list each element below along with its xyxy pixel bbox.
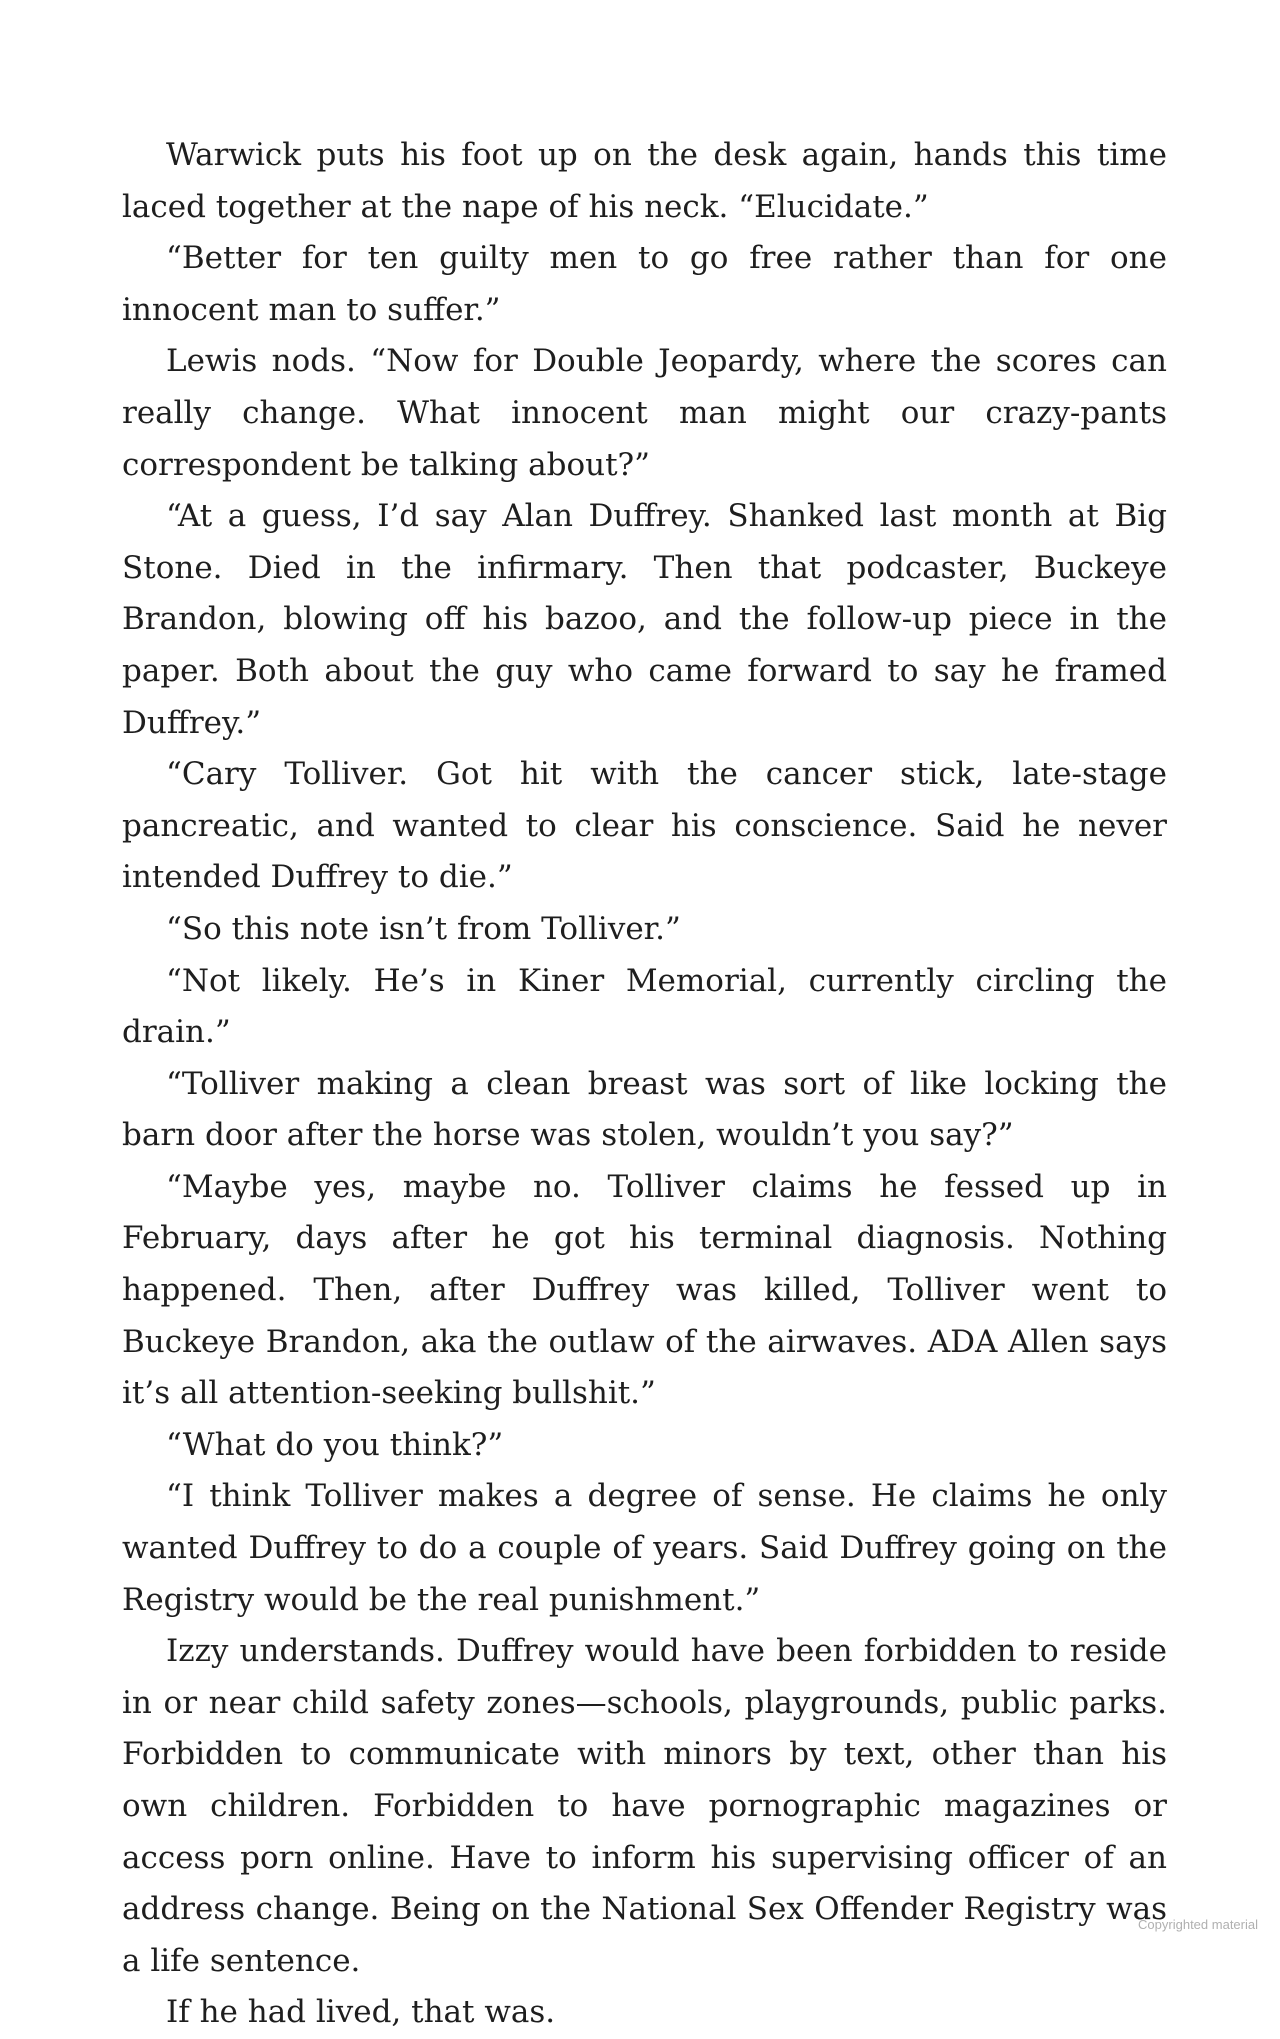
paragraph: “Not likely. He’s in Kiner Memorial, currently circling the drain.” [122,962,1167,1051]
paragraph: “Maybe yes, maybe no. Tolliver claims he fessed up in February, days after he got his terminal diagnosis. Nothing happened. Then, after Duffrey was killed, Tolliver went to Buckeye Brandon, aka the outlaw of the airwaves. ADA Allen says it’s all attention-seeking bullshit.” [122,1168,1167,1412]
paragraph: Izzy understands. Duffrey would have been forbidden to reside in or near child safety zones—schools, playgrounds, public parks. Forbidden to communicate with minors by text, other than his own children. Forbidden to have pornographic magazines or access porn online. Have to inform his supervising officer of an address change. Being on the National Sex Offender Registry was a life sentence. [122,1633,1167,1979]
paragraph: “I think Tolliver makes a degree of sense. He claims he only wanted Duffrey to do a couple of years. Said Duffrey going on the Registry would be the real punishment.” [122,1478,1167,1618]
paragraph: “What do you think?” [166,1426,504,1463]
paragraph: “At a guess, I’d say Alan Duffrey. Shanked last month at Big Stone. Died in the infirmary. Then that podcaster, Buckeye Brandon, blowing off his bazoo, and the follow-up piece in the paper. Both about the guy who came forward to say he framed Duffrey.” [122,498,1167,741]
paragraph: “Better for ten guilty men to go free rather than for one innocent man to suffer.” [122,240,1167,328]
body-text [122,130,1167,2039]
paragraph: Warwick puts his foot up on the desk again, hands this time laced together at the nape of his neck. “Elucidate.” [122,137,1167,225]
paragraph: “Tolliver making a clean breast was sort of like locking the barn door after the horse was stolen, wouldn’t you say?” [122,1065,1167,1154]
copyright-watermark: Copyrighted material [1138,1917,1258,1932]
paragraph: If he had lived, that was. [166,1994,556,2031]
paragraph: “So this note isn’t from Tolliver.” [166,910,681,947]
paragraph: “Cary Tolliver. Got hit with the cancer stick, late-stage pancreatic, and wanted to clear his conscience. Said he never intended Duffrey to die.” [122,756,1167,896]
paragraph: Lewis nods. “Now for Double Jeopardy, where the scores can really change. What innocent man might our crazy-pants correspondent be talking about?” [122,343,1167,483]
